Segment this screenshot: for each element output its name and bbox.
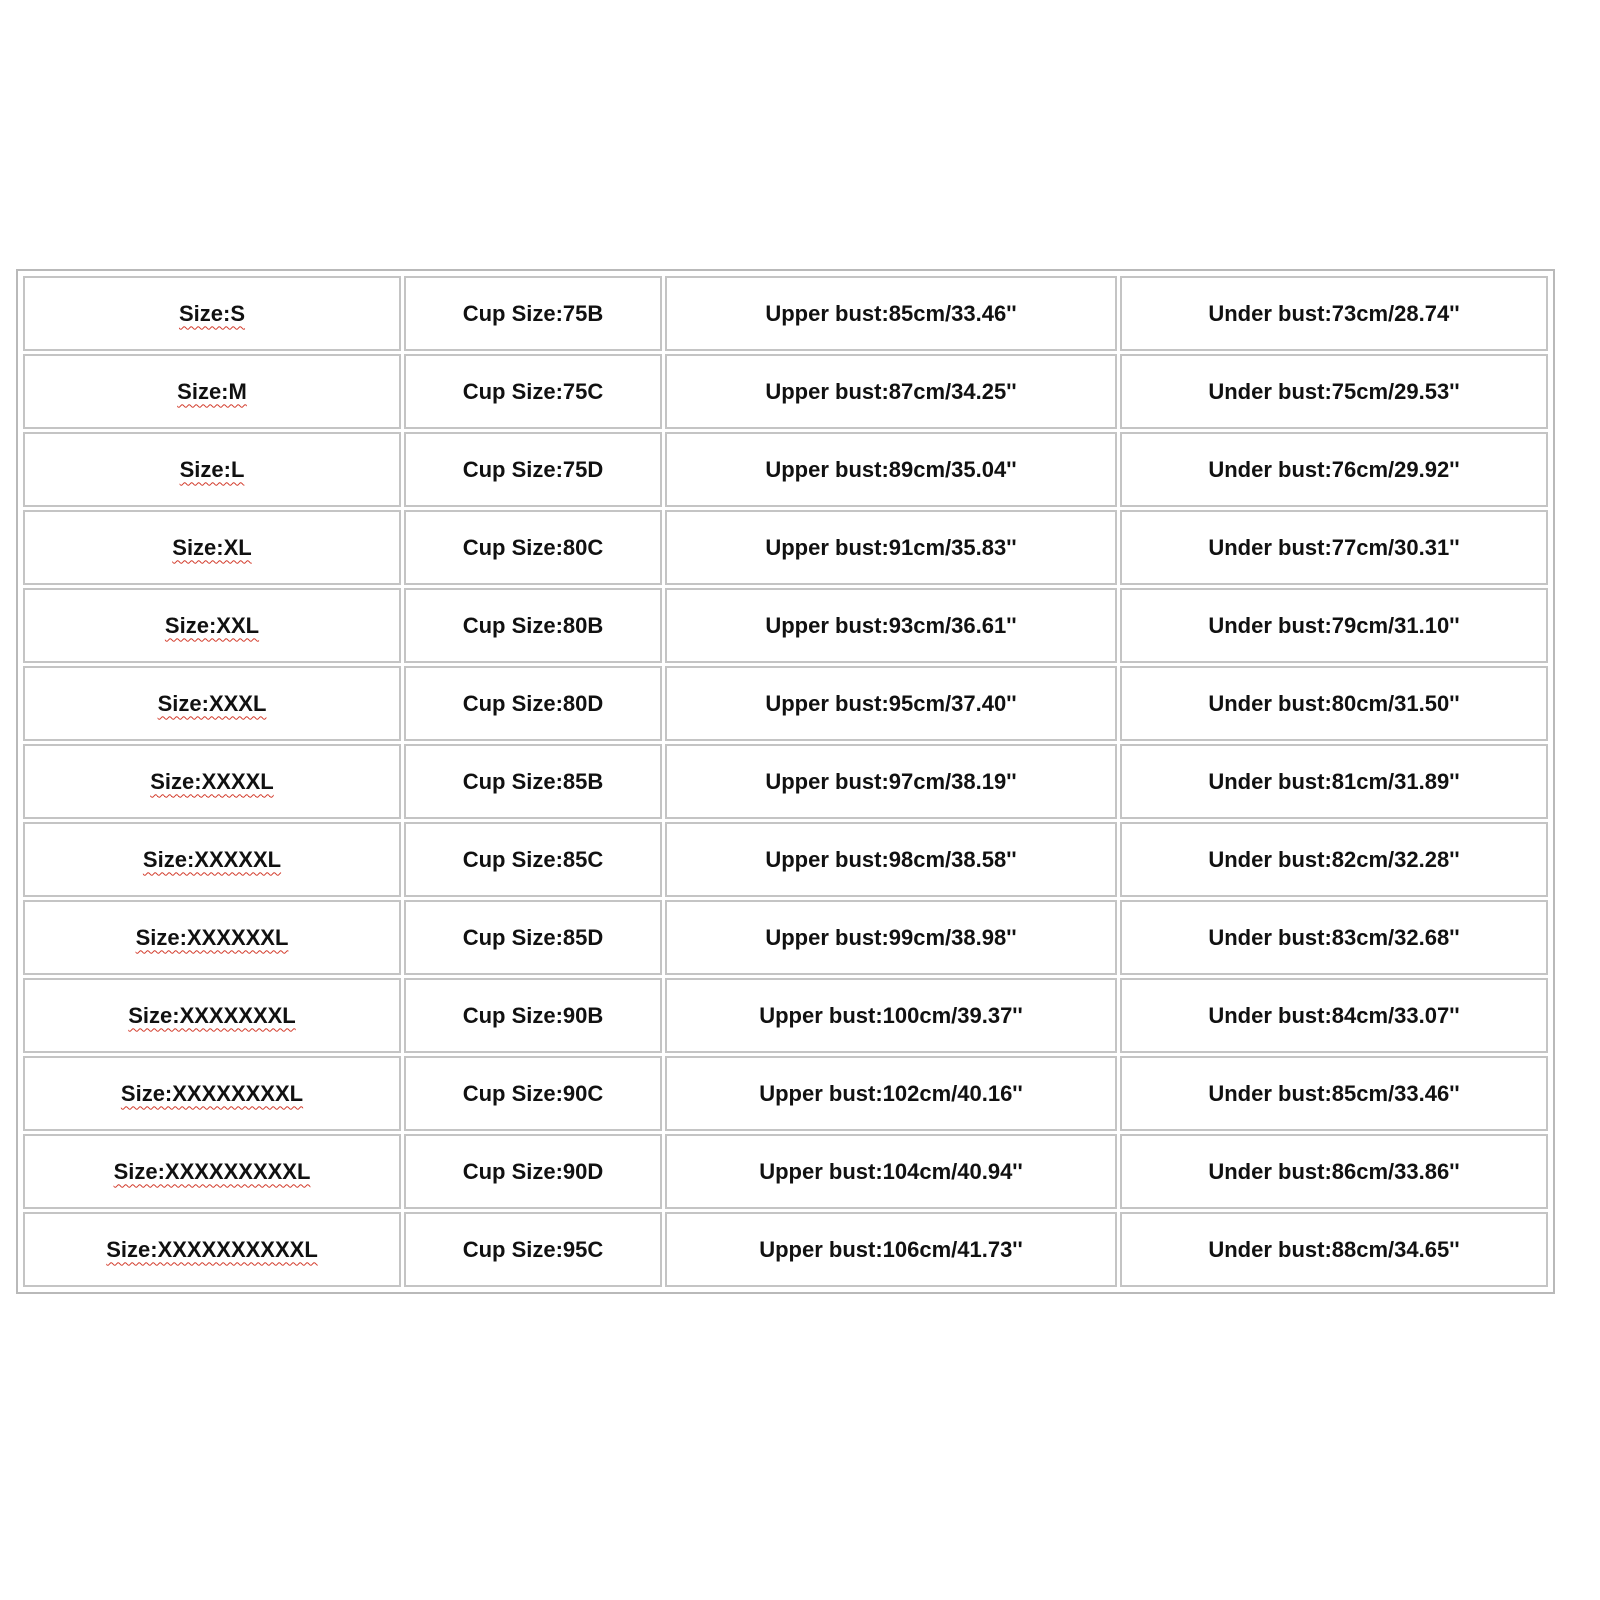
size-label: Size:XXXXXXXL xyxy=(128,1002,296,1028)
size-cell xyxy=(23,822,401,897)
table-row xyxy=(23,1212,1548,1287)
cup-size-cell: Cup Size:85C xyxy=(404,822,662,897)
cup-size-cell: Cup Size:90B xyxy=(404,978,662,1053)
cup-size-cell: Cup Size:90C xyxy=(404,1056,662,1131)
under-bust-cell: Under bust:84cm/33.07'' xyxy=(1120,978,1548,1053)
size-label: Size:XXXXXXXXXXL xyxy=(106,1236,318,1262)
under-bust-cell: Under bust:76cm/29.92'' xyxy=(1120,432,1548,507)
size-cell xyxy=(23,432,401,507)
table-row xyxy=(23,354,1548,429)
under-bust-cell: Under bust:82cm/32.28'' xyxy=(1120,822,1548,897)
under-bust-cell: Under bust:83cm/32.68'' xyxy=(1120,900,1548,975)
upper-bust-cell: Upper bust:95cm/37.40'' xyxy=(665,666,1117,741)
upper-bust-cell: Upper bust:98cm/38.58'' xyxy=(665,822,1117,897)
under-bust-cell: Under bust:80cm/31.50'' xyxy=(1120,666,1548,741)
size-label: Size:XL xyxy=(172,534,252,560)
size-cell xyxy=(23,978,401,1053)
table-row xyxy=(23,432,1548,507)
size-label: Size:XXXXXXL xyxy=(135,924,289,950)
size-cell xyxy=(23,666,401,741)
table-row xyxy=(23,588,1548,663)
table-row xyxy=(23,666,1548,741)
table-row xyxy=(23,822,1548,897)
size-chart-table xyxy=(16,269,1555,1294)
table-row xyxy=(23,978,1548,1053)
cup-size-cell: Cup Size:85D xyxy=(404,900,662,975)
size-cell xyxy=(23,744,401,819)
table-row xyxy=(23,900,1548,975)
under-bust-cell: Under bust:79cm/31.10'' xyxy=(1120,588,1548,663)
upper-bust-cell: Upper bust:85cm/33.46'' xyxy=(665,276,1117,351)
upper-bust-cell: Upper bust:106cm/41.73'' xyxy=(665,1212,1117,1287)
cup-size-cell: Cup Size:75C xyxy=(404,354,662,429)
table-row xyxy=(23,1056,1548,1131)
upper-bust-cell: Upper bust:100cm/39.37'' xyxy=(665,978,1117,1053)
table-row xyxy=(23,510,1548,585)
upper-bust-cell: Upper bust:97cm/38.19'' xyxy=(665,744,1117,819)
upper-bust-cell: Upper bust:102cm/40.16'' xyxy=(665,1056,1117,1131)
cup-size-cell: Cup Size:80C xyxy=(404,510,662,585)
upper-bust-cell: Upper bust:89cm/35.04'' xyxy=(665,432,1117,507)
under-bust-cell: Under bust:81cm/31.89'' xyxy=(1120,744,1548,819)
cup-size-cell: Cup Size:80B xyxy=(404,588,662,663)
size-label: Size:XXXL xyxy=(157,690,267,716)
size-label: Size:XXL xyxy=(164,612,260,638)
cup-size-cell: Cup Size:80D xyxy=(404,666,662,741)
upper-bust-cell: Upper bust:99cm/38.98'' xyxy=(665,900,1117,975)
under-bust-cell: Under bust:86cm/33.86'' xyxy=(1120,1134,1548,1209)
cup-size-cell: Cup Size:90D xyxy=(404,1134,662,1209)
under-bust-cell: Under bust:75cm/29.53'' xyxy=(1120,354,1548,429)
size-label: Size:XXXXL xyxy=(150,768,274,794)
upper-bust-cell: Upper bust:93cm/36.61'' xyxy=(665,588,1117,663)
table-row xyxy=(23,1134,1548,1209)
under-bust-cell: Under bust:77cm/30.31'' xyxy=(1120,510,1548,585)
size-cell xyxy=(23,354,401,429)
under-bust-cell: Under bust:88cm/34.65'' xyxy=(1120,1212,1548,1287)
size-label: Size:XXXXXXXXL xyxy=(120,1080,304,1106)
size-cell xyxy=(23,1056,401,1131)
size-label: Size:XXXXXXXXXL xyxy=(113,1158,311,1184)
size-cell xyxy=(23,1134,401,1209)
size-cell xyxy=(23,900,401,975)
cup-size-cell: Cup Size:75D xyxy=(404,432,662,507)
size-label: Size:L xyxy=(179,456,245,482)
cup-size-cell: Cup Size:95C xyxy=(404,1212,662,1287)
table-row xyxy=(23,276,1548,351)
cup-size-cell: Cup Size:75B xyxy=(404,276,662,351)
size-cell xyxy=(23,588,401,663)
size-cell xyxy=(23,276,401,351)
size-table-body xyxy=(23,276,1548,1287)
table-row xyxy=(23,744,1548,819)
under-bust-cell: Under bust:85cm/33.46'' xyxy=(1120,1056,1548,1131)
upper-bust-cell: Upper bust:91cm/35.83'' xyxy=(665,510,1117,585)
upper-bust-cell: Upper bust:104cm/40.94'' xyxy=(665,1134,1117,1209)
size-cell xyxy=(23,1212,401,1287)
size-label: Size:S xyxy=(178,300,246,326)
cup-size-cell: Cup Size:85B xyxy=(404,744,662,819)
size-table xyxy=(20,273,1551,1290)
size-label: Size:M xyxy=(177,378,247,404)
size-cell xyxy=(23,510,401,585)
upper-bust-cell: Upper bust:87cm/34.25'' xyxy=(665,354,1117,429)
under-bust-cell: Under bust:73cm/28.74'' xyxy=(1120,276,1548,351)
size-label: Size:XXXXXL xyxy=(142,846,282,872)
